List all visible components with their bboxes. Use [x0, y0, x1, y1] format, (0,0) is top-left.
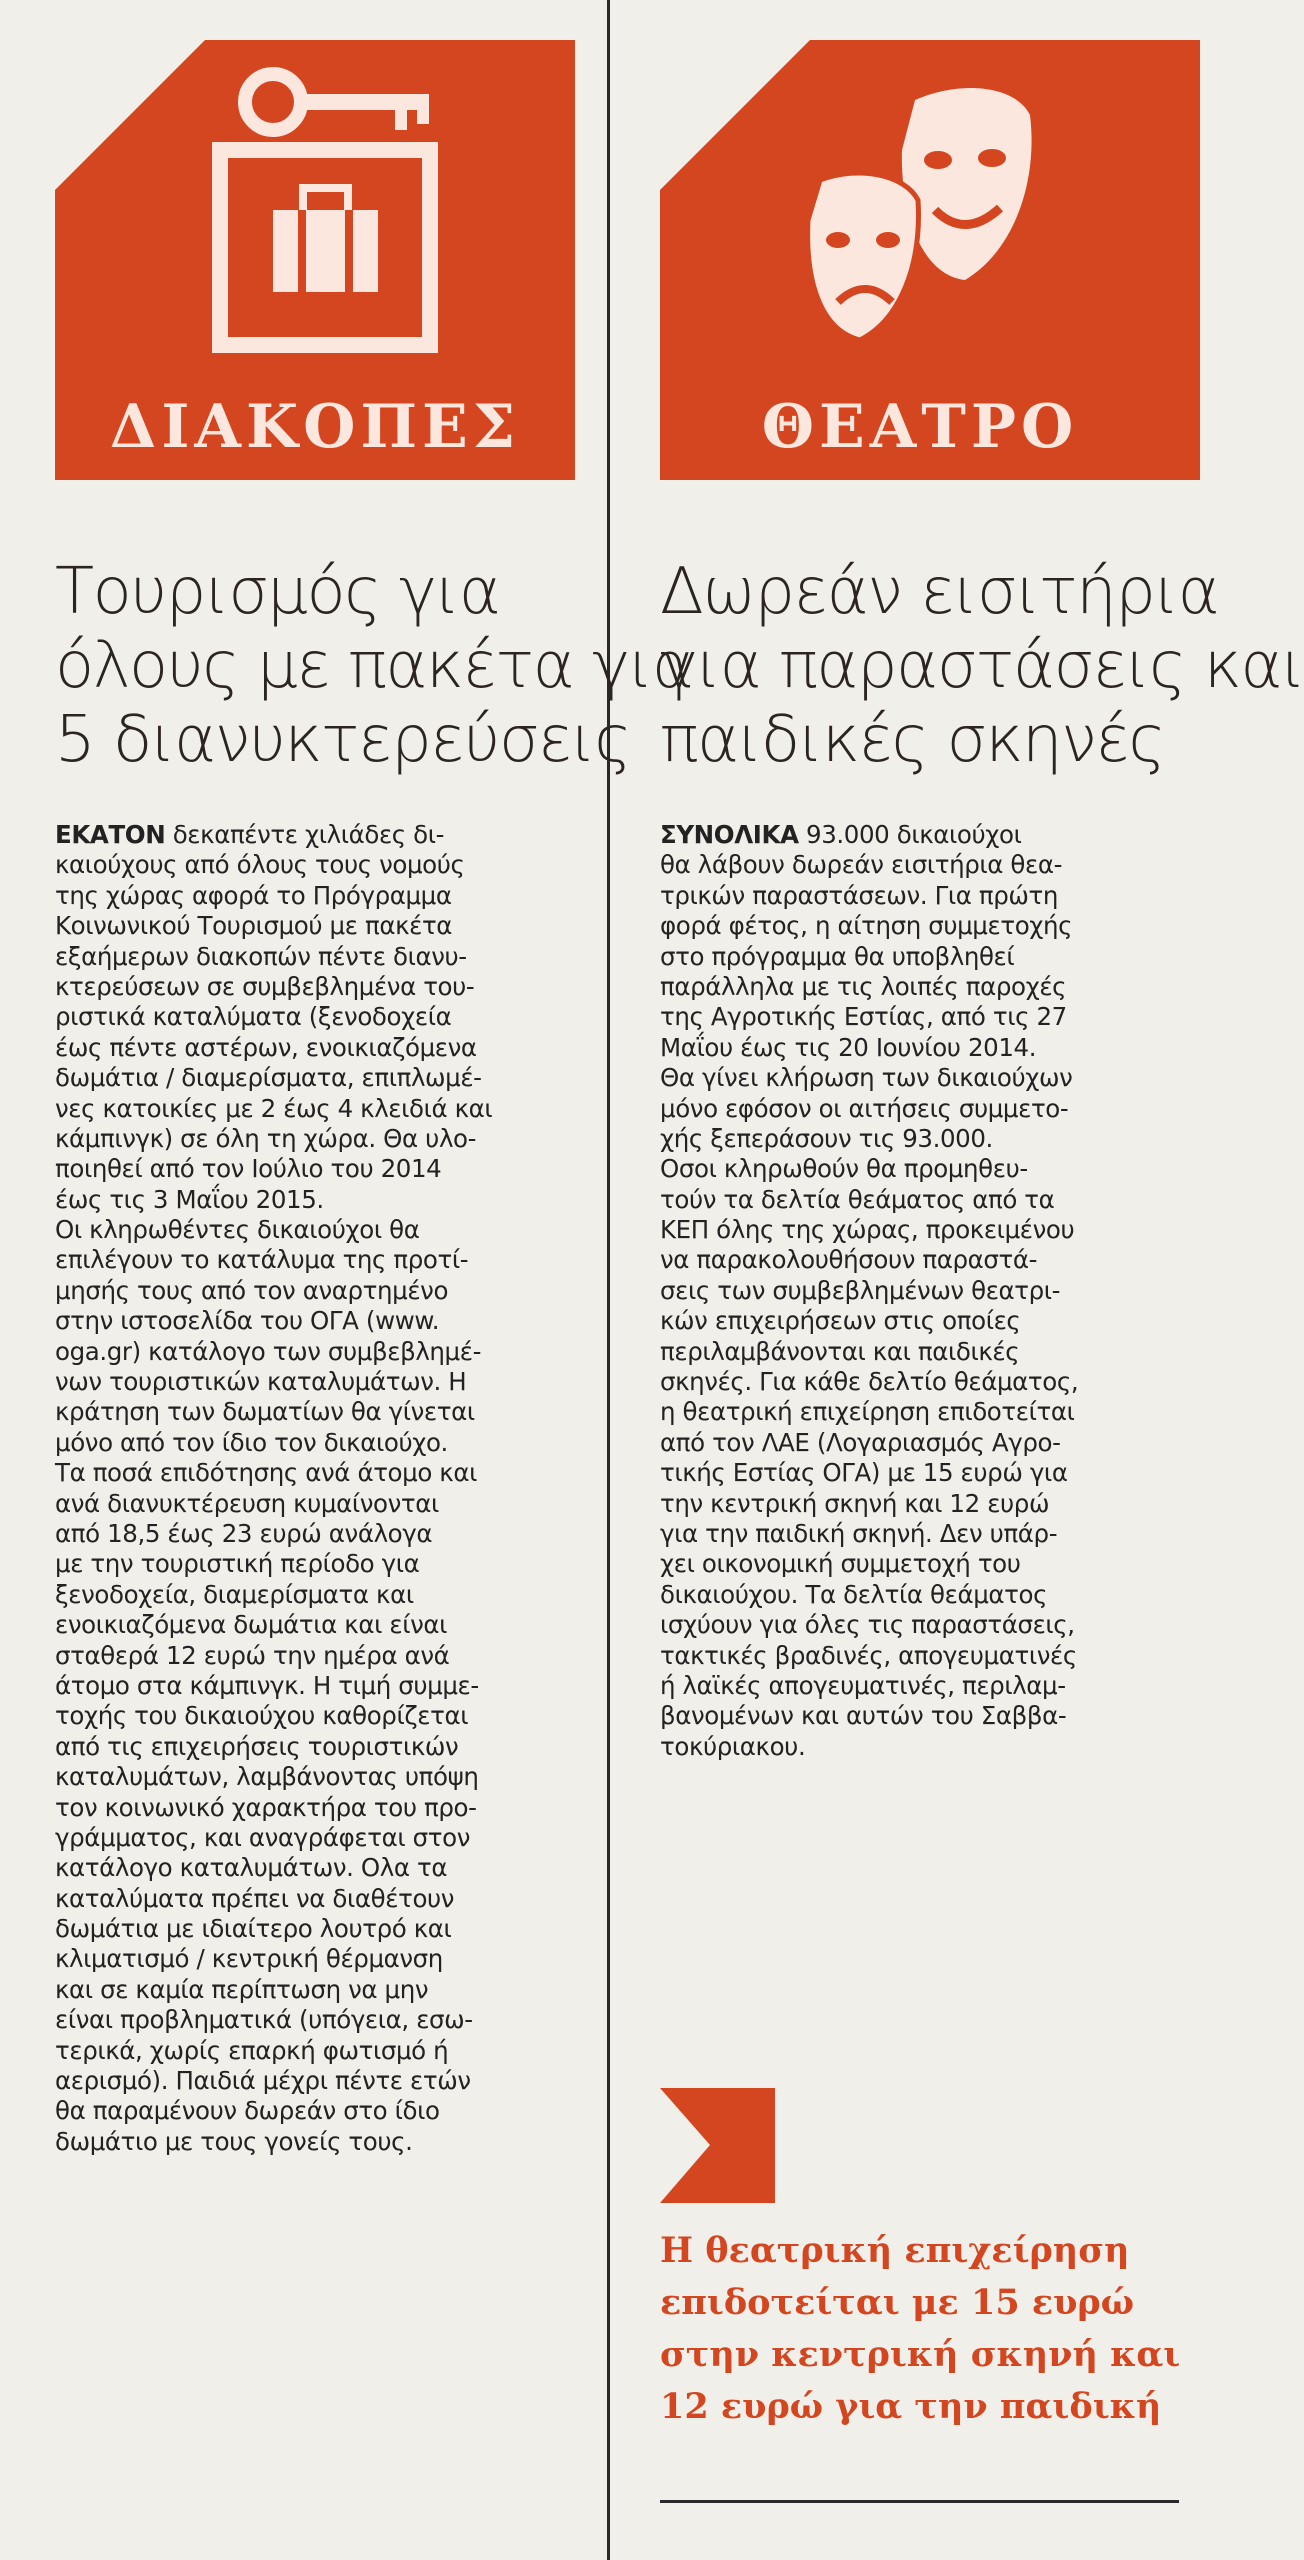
body-line: μόνο εφόσον οι αιτήσεις συμμετο- [660, 1093, 1069, 1123]
column-divider [607, 0, 610, 2560]
body-line: κατάλογο καταλυμάτων. Ολα τα [55, 1853, 448, 1883]
bottom-rule [660, 2500, 1179, 2503]
body-line: κλιματισμό / κεντρική θέρμανση [55, 1944, 443, 1974]
body-line: από 18,5 έως 23 ευρώ ανάλογα [55, 1518, 433, 1548]
body-line: της Αγροτικής Εστίας, από τις 27 [660, 1002, 1067, 1032]
body-line: ΚΕΠ όλης της χώρας, προκειμένου [660, 1215, 1075, 1245]
body-line: καταλύματα πρέπει να διαθέτουν [55, 1883, 455, 1913]
section-header-theater [660, 40, 1200, 480]
headline-line: Τουρισμός για [55, 555, 500, 629]
body-line: της χώρας αφορά το Πρόγραμμα [55, 880, 452, 910]
lead-word: ΕΚΑΤΟΝ [55, 820, 166, 849]
section-label: ΘΕΑΤΡΟ [761, 392, 1079, 462]
body-line: Θα γίνει κλήρωση των δικαιούχων [660, 1063, 1073, 1093]
body-line: στο πρόγραμμα θα υποβληθεί [660, 941, 1015, 971]
body-line: στην ιστοσελίδα του ΟΓΑ (www. [55, 1306, 440, 1336]
chevron-quote-icon [660, 2088, 775, 2203]
body-line: θα λάβουν δωρεάν εισιτήρια θεα- [660, 850, 1063, 880]
body-line: άτομο στα κάμπινγκ. Η τιμή συμμε- [55, 1670, 479, 1700]
lead-word: ΣΥΝΟΛΙΚΑ [660, 820, 799, 849]
body-line: και σε καμία περίπτωση να μην [55, 1974, 429, 2004]
body-line: η θεατρική επιχείρηση επιδοτείται [660, 1397, 1075, 1427]
body-line: κάμπινγκ) σε όλη τη χώρα. Θα υλο- [55, 1123, 477, 1153]
lead-line [55, 820, 492, 850]
body-line: καταλυμάτων, λαμβάνοντας υπόψη [55, 1762, 479, 1792]
body-line: ισχύουν για όλες τις παραστάσεις, [660, 1610, 1075, 1640]
body-line: κράτηση των δωματίων θα γίνεται [55, 1397, 475, 1427]
body-line: νων τουριστικών καταλυμάτων. Η [55, 1367, 467, 1397]
body-line: καιούχους από όλους τους νομούς [55, 850, 465, 880]
body-line: από τον ΛΑΕ (Λογαριασμός Αγρο- [660, 1427, 1061, 1457]
body-line: ανά διανυκτέρευση κυμαίνονται [55, 1488, 439, 1518]
body-line: τούν τα δελτία θεάματος από τα [660, 1184, 1055, 1214]
body-line: περιλαμβάνονται και παιδικές [660, 1336, 1020, 1366]
body-line: έως τις 3 Μαΐου 2015. [55, 1184, 324, 1214]
body-line: τερικά, χωρίς επαρκή φωτισμό ή [55, 2035, 449, 2065]
body-line: τον κοινωνικό χαρακτήρα του προ- [55, 1792, 477, 1822]
body-line: τρικών παραστάσεων. Για πρώτη [660, 880, 1058, 910]
pull-quote-line: 12 ευρώ για την παιδική [660, 2386, 1162, 2427]
body-line: δωμάτια με ιδιαίτερο λουτρό και [55, 1914, 452, 1944]
body-line: ενοικιαζόμενα δωμάτια και είναι [55, 1610, 448, 1640]
body-line: εξαήμερων διακοπών πέντε διανυ- [55, 941, 467, 971]
lead-rest: 93.000 δικαιούχοι [798, 820, 1022, 849]
section-header-vacations [55, 40, 575, 480]
headline-line: 5 διανυκτερεύσεις [55, 703, 631, 777]
lead-line [660, 820, 1078, 850]
body-line: φορά φέτος, η αίτηση συμμετοχής [660, 911, 1073, 941]
body-line: κών επιχειρήσεων στις οποίες [660, 1306, 1021, 1336]
body-line: να παρακολουθήσουν παραστά- [660, 1245, 1038, 1275]
body-line: ποιηθεί από τον Ιούλιο του 2014 [55, 1154, 442, 1184]
body-line: κτερεύσεων σε συμβεβλημένα του- [55, 971, 475, 1001]
body-line: Κοινωνικού Τουρισμού με πακέτα [55, 911, 453, 941]
body-line: την κεντρική σκηνή και 12 ευρώ [660, 1488, 1050, 1518]
article-headline [55, 555, 693, 777]
body-line: μόνο από τον ίδιο τον δικαιούχο. [55, 1427, 448, 1457]
lead-rest: δεκαπέντε χιλιάδες δι- [165, 820, 445, 849]
body-line: μησής τους από τον αναρτημένο [55, 1275, 449, 1305]
article-body [55, 820, 492, 2157]
article-headline [660, 555, 1304, 777]
body-line: αερισμό). Παιδιά μέχρι πέντε ετών [55, 2066, 471, 2096]
body-line: oga.gr) κατάλογο των συμβεβλημέ- [55, 1336, 482, 1366]
body-line: με την τουριστική περίοδο για [55, 1549, 420, 1579]
headline-line: Δωρεάν εισιτήρια [660, 555, 1219, 629]
body-line: χής ξεπεράσουν τις 93.000. [660, 1123, 993, 1153]
pull-quote-line: Η θεατρική επιχείρηση [660, 2230, 1130, 2271]
body-line: θα παραμένουν δωρεάν στο ίδιο [55, 2096, 440, 2126]
body-line: σεις των συμβεβλημένων θεατρι- [660, 1275, 1061, 1305]
body-line: δικαιούχου. Τα δελτία θεάματος [660, 1579, 1048, 1609]
body-line: τικής Εστίας ΟΓΑ) με 15 ευρώ για [660, 1458, 1068, 1488]
body-line: παράλληλα με τις λοιπές παροχές [660, 971, 1067, 1001]
body-line: σκηνές. Για κάθε δελτίο θεάματος, [660, 1367, 1079, 1397]
pull-quote-line: επιδοτείται με 15 ευρώ [660, 2282, 1135, 2323]
body-line: από τις επιχειρήσεις τουριστικών [55, 1731, 459, 1761]
body-line: νες κατοικίες με 2 έως 4 κλειδιά και [55, 1093, 493, 1123]
section-label: ΔΙΑΚΟΠΕΣ [109, 392, 521, 462]
body-line: δωμάτια / διαμερίσματα, επιπλωμέ- [55, 1063, 482, 1093]
body-line: για την παιδική σκηνή. Δεν υπάρ- [660, 1518, 1058, 1548]
body-line: σταθερά 12 ευρώ την ημέρα ανά [55, 1640, 450, 1670]
pull-quote-line: στην κεντρική σκηνή και [660, 2334, 1181, 2375]
body-line: γράμματος, και αναγράφεται στον [55, 1822, 471, 1852]
body-line: ξενοδοχεία, διαμερίσματα και [55, 1579, 414, 1609]
headline-line: παιδικές σκηνές [660, 703, 1165, 777]
body-line: χει οικονομική συμμετοχή του [660, 1549, 1021, 1579]
article-body [660, 820, 1078, 1762]
body-line: Τα ποσά επιδότησης ανά άτομο και [55, 1458, 477, 1488]
headline-line: για παραστάσεις και [660, 629, 1304, 703]
body-line: ριστικά καταλύματα (ξενοδοχεία [55, 1002, 452, 1032]
body-line: είναι προβληματικά (υπόγεια, εσω- [55, 2005, 473, 2035]
body-line: έως πέντε αστέρων, ενοικιαζόμενα [55, 1032, 477, 1062]
body-line: Οσοι κληρωθούν θα προμηθευ- [660, 1154, 1028, 1184]
pull-quote [660, 2225, 1180, 2433]
body-line: ή λαϊκές απογευματινές, περιλαμ- [660, 1670, 1066, 1700]
body-line: τοχής του δικαιούχου καθορίζεται [55, 1701, 469, 1731]
body-line: επιλέγουν το κατάλυμα της προτί- [55, 1245, 469, 1275]
body-line: δωμάτιο με τους γονείς τους. [55, 2126, 413, 2156]
body-line: βανομένων και αυτών του Σαββα- [660, 1701, 1067, 1731]
body-line: Μαΐου έως τις 20 Ιουνίου 2014. [660, 1032, 1037, 1062]
body-line: τοκύριακου. [660, 1731, 806, 1761]
body-line: τακτικές βραδινές, απογευματινές [660, 1640, 1077, 1670]
body-line: Οι κληρωθέντες δικαιούχοι θα [55, 1215, 420, 1245]
headline-line: όλους με πακέτα για [55, 629, 693, 703]
